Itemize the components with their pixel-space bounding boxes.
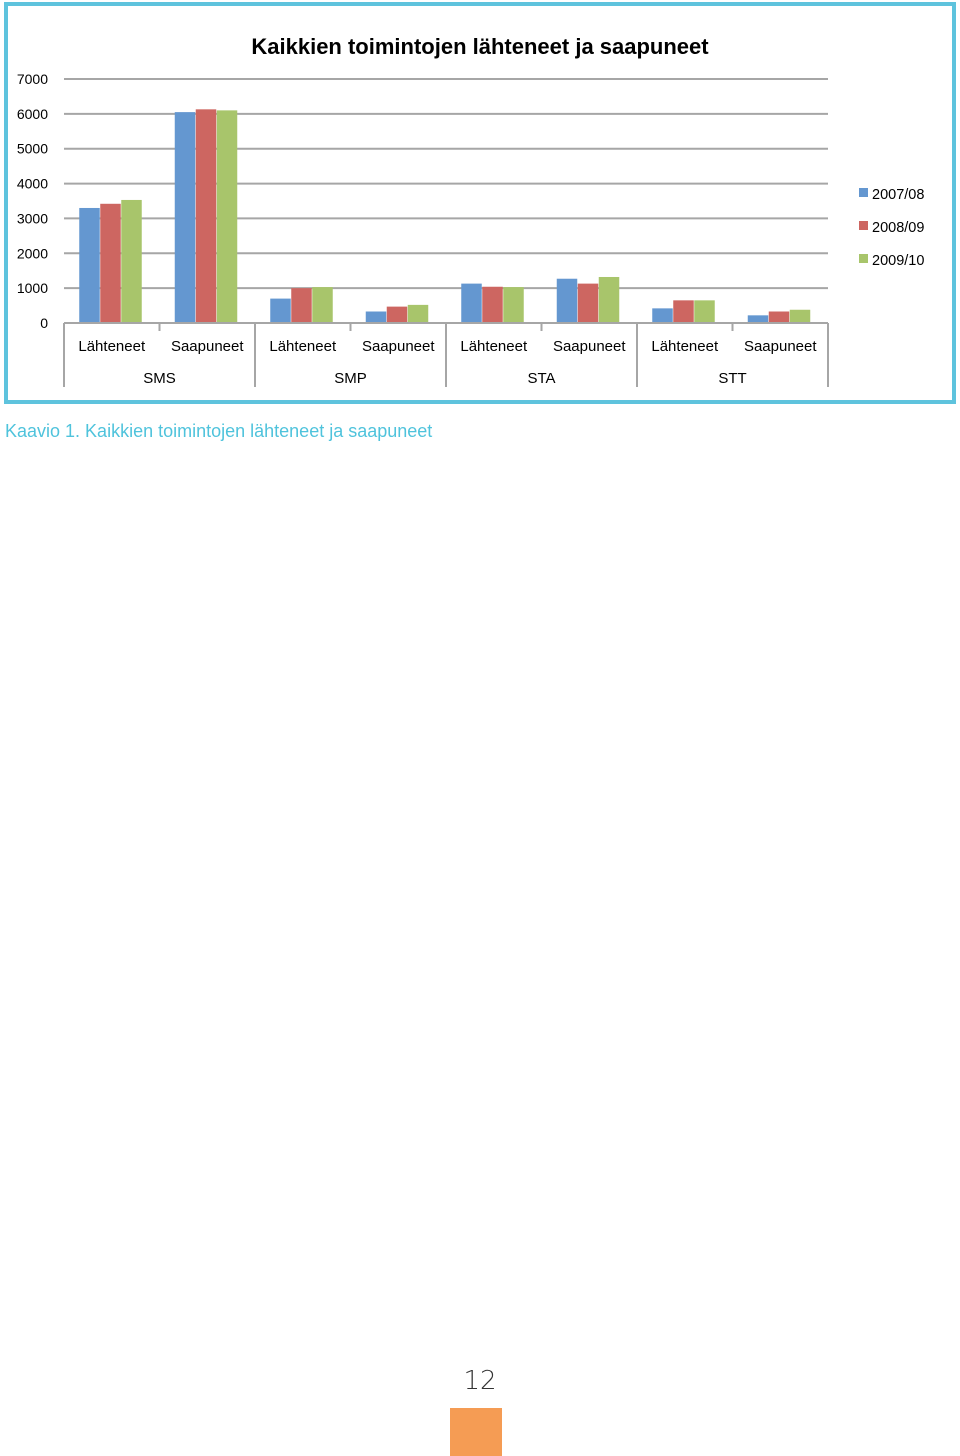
bar-2007-08-6 — [652, 308, 673, 323]
category-label-4: Lähteneet — [460, 338, 528, 355]
bar-2009-10-7 — [790, 310, 811, 323]
legend-label-2009-10: 2009/10 — [872, 253, 925, 269]
chart-frame — [4, 2, 956, 404]
y-tick-label-4000: 4000 — [16, 175, 48, 192]
bar-2009-10-2 — [312, 287, 333, 323]
legend-label-2008-09: 2008/09 — [872, 220, 925, 236]
page-tab-marker — [450, 1408, 502, 1456]
chart-title: Kaikkien toimintojen lähteneet ja saapuneet — [251, 34, 709, 59]
y-tick-label-1000: 1000 — [16, 280, 48, 297]
bar-2008-09-3 — [387, 307, 408, 323]
figure-caption: Kaavio 1. Kaikkien toimintojen lähteneet ja saapuneet — [5, 421, 433, 441]
bar-2007-08-4 — [461, 284, 482, 323]
group-label-smp: SMP — [334, 370, 367, 387]
y-tick-label-6000: 6000 — [16, 105, 48, 122]
y-tick-label-2000: 2000 — [16, 245, 48, 262]
bar-2009-10-0 — [121, 200, 142, 323]
legend-swatch-2008-09 — [859, 221, 868, 230]
bar-2009-10-1 — [217, 110, 238, 323]
y-tick-label-0: 0 — [40, 315, 48, 331]
bar-chart — [8, 6, 952, 400]
legend-swatch-2009-10 — [859, 254, 868, 263]
category-label-5: Saapuneet — [552, 338, 626, 355]
legend-swatch-2007-08 — [859, 188, 868, 197]
group-label-stt: STT — [718, 370, 747, 387]
bar-2008-09-6 — [673, 300, 694, 323]
bar-2007-08-2 — [270, 299, 291, 323]
category-label-1: Saapuneet — [170, 338, 244, 355]
bar-2009-10-4 — [503, 287, 524, 323]
bar-2007-08-0 — [79, 208, 100, 323]
bar-2008-09-4 — [482, 287, 503, 323]
y-tick-label-5000: 5000 — [16, 140, 48, 157]
bar-2008-09-7 — [769, 311, 790, 323]
category-label-6: Lähteneet — [651, 338, 719, 355]
bar-2007-08-5 — [557, 279, 578, 323]
y-tick-label-3000: 3000 — [16, 210, 48, 227]
bar-2007-08-7 — [748, 315, 769, 323]
group-label-sms: SMS — [143, 370, 176, 387]
bar-2008-09-5 — [578, 284, 599, 323]
bar-2009-10-3 — [408, 305, 429, 323]
bar-2007-08-3 — [366, 311, 387, 323]
bar-2009-10-6 — [694, 300, 715, 323]
bar-2008-09-2 — [291, 288, 312, 323]
category-label-2: Lähteneet — [269, 338, 337, 355]
legend-label-2007-08: 2007/08 — [872, 187, 925, 203]
category-label-3: Saapuneet — [361, 338, 435, 355]
bar-2007-08-1 — [175, 112, 196, 323]
bar-2008-09-1 — [196, 109, 217, 323]
category-label-0: Lähteneet — [78, 338, 146, 355]
y-tick-label-7000: 7000 — [16, 71, 48, 87]
page-number: 12 — [463, 1366, 497, 1396]
group-label-sta: STA — [527, 370, 556, 387]
bar-2008-09-0 — [100, 204, 121, 323]
category-label-7: Saapuneet — [743, 338, 817, 355]
bar-2009-10-5 — [599, 277, 620, 323]
